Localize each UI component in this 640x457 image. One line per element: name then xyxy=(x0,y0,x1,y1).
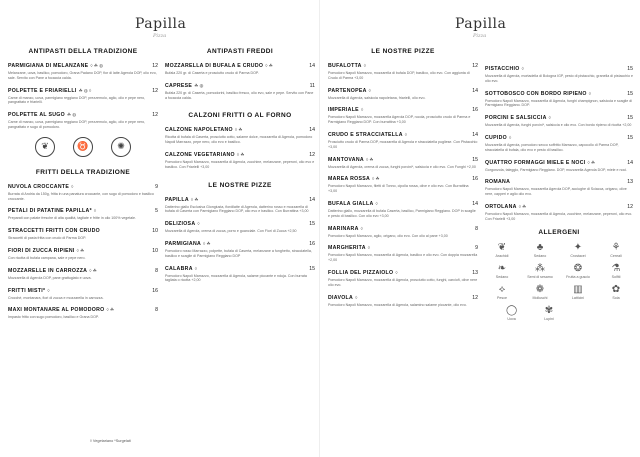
menu-item xyxy=(165,127,315,145)
allergen-icons: ◊ ☘ xyxy=(203,240,211,246)
item-name: MOZZARELLE IN CARROZZA xyxy=(8,267,88,274)
item-description: Pomodoro rosso Marrazzo, polpette, bufala di Caserta, melanzane a funghetto, stracciatella, basilico e scaglie di Parmigiano Reggiano DOP xyxy=(165,248,312,258)
item-price: 11 xyxy=(309,82,315,89)
item-price: 10 xyxy=(152,228,158,235)
item-name: BUFALOTTA xyxy=(328,63,362,69)
item-name: MARGHERITA xyxy=(328,245,366,252)
allergen-celery xyxy=(523,242,557,258)
allergen-icons: ◊ ☘ xyxy=(234,127,243,133)
allergen-icons: ◊ xyxy=(93,208,97,214)
menu-item xyxy=(165,221,315,234)
item-name: PARTENOPEA xyxy=(328,87,367,94)
item-name: CRUDO E STRACCIATELLA xyxy=(328,131,403,138)
allergen-icons: ◊ xyxy=(47,287,50,293)
brand-name: Papilla xyxy=(135,16,187,32)
item-price: 9 xyxy=(475,245,478,252)
item-price: 14 xyxy=(309,127,315,134)
allergen-icons: ☘ ◍ ◊ xyxy=(78,87,92,93)
allergen-icons: ◊ xyxy=(375,200,378,206)
menu-page-right xyxy=(320,0,640,457)
item-name: CUPIDO xyxy=(485,134,507,141)
bottle-icon: ⚗ xyxy=(611,262,621,274)
allergen-crustaceans xyxy=(561,242,595,258)
item-price: 14 xyxy=(472,200,478,207)
item-description: Pomodoro Napoli Marrazzo, mozzarella di Agerola, funghi champignon, salsiccia e scaglie di Parmigiano Reggiano. DOP. xyxy=(485,98,633,108)
item-description: Pomodoro Napoli Marrazzo, mozzarella di Agerola, salamino salame piccante, olio evo. xyxy=(328,302,467,307)
item-price: 8 xyxy=(475,225,478,232)
allergen-fish xyxy=(485,284,519,300)
menu-item xyxy=(165,63,315,76)
menu-item xyxy=(328,132,478,150)
menu-item xyxy=(165,152,315,170)
item-description: Gorgonzola, taleggio, Parmigiano Reggiano. DOP, mozzarella Agerola DOP, miele e noci. xyxy=(485,167,628,172)
item-description: Carne di manzo, uova, parmigiano reggiano DOP, prezzemolo, aglio, olio e pepe nero, pangrattato e friarielli. xyxy=(8,95,146,105)
egg-icon: ◯ xyxy=(506,304,518,316)
item-name: CALZONE NAPOLETANO xyxy=(165,127,233,134)
menu-item xyxy=(165,197,315,215)
item-name: NUVOLA CROCCANTE xyxy=(8,183,70,190)
item-description: Pomodoro Napoli Marrazzo, mozzarella di Agerola, salame piccante e nduja. Con burrata tagliata o ricotta +2,00 xyxy=(165,273,307,283)
allergen-lupins xyxy=(544,305,554,321)
item-price: 15 xyxy=(309,265,315,272)
item-description: Pomodoro Napoli Marrazzo, mozzarella di Agerola, basilico e olio evo. Con doppia mozzarella +2,00 xyxy=(328,253,478,263)
item-price: 12 xyxy=(627,203,633,210)
item-description: Con ricotta di bufala campana, sale e pepe nero. xyxy=(8,255,86,260)
item-name: MOZZARELLA DI BUFALA E CRUDO xyxy=(165,63,264,69)
leaf-icon: ❧ xyxy=(497,262,507,274)
allergen-icons: ◊ ☘ xyxy=(190,196,199,202)
menu-item xyxy=(165,241,315,259)
item-name: STRACCETTI FRITTI CON CRUDO xyxy=(8,228,100,235)
menu-item xyxy=(328,157,478,170)
menu-item xyxy=(8,63,158,81)
soy-icon: ✿ xyxy=(611,283,621,295)
menu-item xyxy=(8,307,158,320)
shrimp-icon: ✦ xyxy=(573,241,583,253)
item-description: Mozzarella di Agerola, salsiccia napoletana, friarielli, olio evo. xyxy=(328,95,426,100)
allergen-label: Solfiti xyxy=(611,274,621,279)
item-description: Impasto fritto con sugo pomodoro, basilico e Grana DOP. xyxy=(8,315,99,320)
menu-item xyxy=(485,115,633,128)
allergen-celery-2 xyxy=(485,263,519,279)
item-description: Mozzarella di Agerola DOP, pane grattugiato e uova. xyxy=(8,275,92,280)
allergen-icons: ◊ xyxy=(395,269,398,275)
brand-logo xyxy=(455,16,507,39)
item-description: Datterino giallo, mozzarella di bufala Caserta, basilico, Parmigiano Reggiano. DOP in scaglie e pesto di basilico. Con olio evo +3,00 xyxy=(328,208,476,218)
item-price: 12 xyxy=(309,151,315,158)
item-price: 8 xyxy=(155,307,158,314)
legend: ◊ Vegetariano *Surgelati xyxy=(90,439,131,443)
wheat-icon: ⚘ xyxy=(611,241,621,253)
item-description: Prosciutto crudo di Parma DOP, mozzarella di Agerola e stracciatella pugliese. Con Pistacchio +3,00 xyxy=(328,139,478,149)
menu-column-3 xyxy=(328,48,478,314)
item-price: 15 xyxy=(627,134,633,141)
item-price: 13 xyxy=(472,269,478,276)
item-price: 8 xyxy=(155,267,158,274)
item-name: PISTACCHIO xyxy=(485,66,520,72)
menu-item xyxy=(485,91,633,109)
menu-item xyxy=(328,295,478,308)
item-name: PORCINI E SALSICCIA xyxy=(485,115,547,122)
item-description: Mozzarella di Agerola, funghi porcini*, salsiccia e olio evo. Con bordo ripieno di ricotta +2,00 xyxy=(485,123,632,128)
item-price: 13 xyxy=(627,179,633,186)
allergen-label: Crostacei xyxy=(570,253,586,258)
allergen-icons: ◊ xyxy=(508,134,512,140)
allergen-icons: ☘ ◍ xyxy=(66,112,77,118)
item-description: Preparati con patate fresche di alta qualità, tagliate e fritte in olio 100% vegetale. xyxy=(8,216,137,221)
allergen-label: Latticini xyxy=(571,295,585,300)
item-name: MANTOVANA xyxy=(328,156,364,163)
item-name: FRITTI MISTI* xyxy=(8,287,46,294)
item-price: 15 xyxy=(309,221,315,228)
menu-item xyxy=(328,107,478,125)
section-title: ANTIPASTI DELLA TRADIZIONE xyxy=(28,48,138,55)
menu-item xyxy=(165,266,315,284)
menu-item xyxy=(165,83,315,101)
item-description: Mozzarella di Agerola, crema di zucca, funghi porcini*, salsiccia e olio evo. Con Funghi +2,00 xyxy=(328,164,476,169)
allergen-label: Pesce xyxy=(497,295,507,300)
allergen-eggs xyxy=(506,305,517,321)
allergen-icons: ◊ ☘ xyxy=(76,247,85,253)
item-price: 12 xyxy=(152,87,158,94)
item-price: 16 xyxy=(472,176,478,183)
item-price: 12 xyxy=(472,63,478,69)
menu-item xyxy=(328,201,478,219)
item-price: 14 xyxy=(472,87,478,94)
allergen-icons: ◊ ☘ xyxy=(236,151,245,157)
allergen-label: Soia xyxy=(612,295,620,300)
allergen-label: Cereali xyxy=(610,253,622,258)
allergen-icons: ◊ ☘ xyxy=(518,203,527,209)
item-price: 5 xyxy=(155,208,158,215)
item-price: 10 xyxy=(152,247,158,254)
item-price: 15 xyxy=(627,66,633,72)
allergen-icons: ◊ ☘ xyxy=(265,63,273,68)
allergen-sulphites xyxy=(599,263,633,279)
allergen-icons: ◊ ☘ xyxy=(106,307,114,313)
item-price: 12 xyxy=(152,112,158,119)
allergen-dairy xyxy=(561,284,595,300)
item-name: SOTTOBOSCO CON BORDO RIPIENO xyxy=(485,90,587,97)
allergen-label: Sedano xyxy=(495,274,509,279)
item-description: Pomodoro Napoli Marrazzo, mozzarella di Agerola, zucchine, melanzane, peperoni, olio evo. Con Friarielli +3,00 xyxy=(485,211,633,221)
allergen-icons: ◊ xyxy=(360,225,363,231)
item-name: PETALI DI PATATINE PAPILLA* xyxy=(8,208,92,215)
item-description: Datterino giallo Esclusiva Giongiusta, fiordilatte di Agerola, datterino rosso e mozzarella di bufala di Caserta con Parmigiano Reggiano DOP, olio evo e basilico. Con Burrattina +3,00 xyxy=(165,204,309,214)
item-name: PARMIGIANA DI MELANZANE xyxy=(8,63,89,69)
menu-item xyxy=(485,135,633,153)
menu-item xyxy=(8,228,158,241)
item-price: 9 xyxy=(155,183,158,190)
item-description: Pomodoro Napoli Marrazzo, mozzarella di bufala DOP, basilico, olio evo. Con aggiunta di Crudo di Parma +3,00 xyxy=(328,71,470,80)
ingredient-illustrations xyxy=(8,137,158,157)
menu-item xyxy=(8,184,158,202)
item-name: FOLLIA DEL PIZZAIOLO xyxy=(328,269,394,276)
allergen-icons: ◊ xyxy=(404,131,408,137)
allergen-label: Frutta a guscio xyxy=(566,274,590,279)
eggplant-icon: ❦ xyxy=(35,137,55,157)
item-price: 14 xyxy=(627,159,633,166)
menu-item xyxy=(8,208,158,221)
allergen-icons: ◊ ☘ xyxy=(89,267,97,273)
item-price: 14 xyxy=(472,131,478,138)
menu-column-4 xyxy=(485,66,633,321)
allergen-soy xyxy=(599,284,633,300)
item-name: PARMIGIANA xyxy=(165,240,202,247)
allergen-label: Lupini xyxy=(544,316,554,321)
brand-tagline: Pizza xyxy=(153,33,167,39)
allergen-icons: ◊ ☘ xyxy=(587,159,596,165)
allergen-legend xyxy=(485,242,633,300)
allergen-icons: ◊ xyxy=(355,294,358,300)
item-description: Pomodoro Napoli Marrazzo, filetti di Tonno, cipolla rossa, olive e olio evo. Con Burrattina +3,00 xyxy=(328,184,469,194)
item-name: DELIZIOSA xyxy=(165,221,196,228)
item-name: POLPETTE AL SUGO xyxy=(8,112,65,119)
item-name: MARINARA xyxy=(328,225,359,232)
celery-icon: ♣ xyxy=(536,241,544,253)
menu-item xyxy=(328,63,478,81)
allergen-icons: ◊ xyxy=(197,221,200,227)
allergen-label: Uova xyxy=(507,316,516,321)
item-description: Pomodoro Napoli Marrazzo, mozzarella Agerola DOP, acciughe di Sciacca, origano, olive nere, capperi e aglio olio evo. xyxy=(485,187,627,197)
cow-icon: ♉ xyxy=(73,137,93,157)
allergen-icons: ◊ xyxy=(363,63,366,68)
menu-item xyxy=(485,204,633,222)
item-description: Straccetti di pasta fritta con crudo di Parma DOP. xyxy=(8,236,87,241)
item-name: POLPETTE E FRIARIELLI xyxy=(8,87,77,94)
item-description: Pomodoro Napoli Marrazzo, mozzarella di Agerola, zucchine, melanzane, peperoni, olio evo e basilico. Con Friarielli +3,00 xyxy=(165,159,315,169)
item-description: Carne di manzo, uova, parmigiano reggiano DOP, prezzemolo, aglio, olio e pepe nero, pangrattato e sugo di pomodoro. xyxy=(8,120,146,129)
nut-icon: ❂ xyxy=(573,262,583,274)
section-title: LE NOSTRE PIZZE xyxy=(371,48,435,55)
item-name: CAPRESE xyxy=(165,82,193,89)
allergen-sesame xyxy=(523,263,557,279)
item-price: 15 xyxy=(472,156,478,163)
menu-item xyxy=(328,226,478,239)
menu-item xyxy=(8,288,158,301)
allergen-nuts xyxy=(561,263,595,279)
item-description: Mozzarella di Agerola, crema di zucca, porro e guanciale. Con Fiori di Zucca +2,50 xyxy=(165,229,297,234)
item-name: CALABRA xyxy=(165,265,193,272)
item-price: 15 xyxy=(627,90,633,97)
allergen-label: Sedano xyxy=(533,253,547,258)
item-price: 12 xyxy=(152,63,158,69)
allergen-icons: ◊ xyxy=(194,265,197,271)
shell-icon: ❁ xyxy=(535,283,545,295)
item-price: 14 xyxy=(309,196,315,203)
item-name: MAXI MONTANARE AL POMODORO xyxy=(8,307,105,314)
item-name: CALZONE VEGETARIANO xyxy=(165,151,235,158)
allergen-icons: ☘ ◍ xyxy=(194,82,204,88)
item-description: Pomodoro Napoli Marrazzo, mozzarella di Agerola, prosciutto cotto, funghi, carciofi, olive nere olio evo. xyxy=(328,277,478,287)
milk-icon: ▥ xyxy=(573,283,583,295)
item-price: 15 xyxy=(627,115,633,122)
item-name: BUFALA GIALLA xyxy=(328,200,374,207)
menu-item xyxy=(328,88,478,101)
allergens-title: ALLERGENI xyxy=(538,228,580,236)
allergen-label: Arachidi xyxy=(495,253,509,258)
item-price: 12 xyxy=(472,294,478,301)
menu-item xyxy=(485,66,633,84)
allergen-icons: ◊ xyxy=(548,115,551,121)
item-description: Burrata di Andria da 150g, fritta in una panatura croccante, con sugo di pomodoro e basilico croccante. xyxy=(8,191,154,201)
item-description: Mozzarella di Agerola, pomodoro secco soffritto Marrazzo, capocollo di Parma DOP, stracciatella di bufala, olio evo e pesto di basilico. xyxy=(485,142,619,152)
item-description: Melanzane, uova, basilico, pomodoro, Grana Padano DOP, fior di latte Agerola DOP, olio evo, sale. Servito con Pane a focaccia calda. xyxy=(8,71,157,80)
menu-item xyxy=(328,176,478,194)
menu-item xyxy=(8,268,158,281)
item-description: Crocchè, montanara, fiori di zucca e mozzarella in carrozza. xyxy=(8,295,104,300)
menu-item xyxy=(328,245,478,263)
brand-logo xyxy=(135,16,187,39)
item-description: Bufala 220 gr. di Caserta e prosciutto crudo di Parma DOP. xyxy=(165,71,259,75)
allergen-icons: ◊ ☘ ◍ xyxy=(90,63,104,68)
allergen-icons: ◊ xyxy=(368,87,371,93)
allergen-cereals xyxy=(599,242,633,258)
item-price: 16 xyxy=(309,240,315,247)
section-title: FRITTI DELLA TRADIZIONE xyxy=(35,168,131,176)
menu-column-1 xyxy=(8,48,158,327)
item-name: MAREA ROSSA xyxy=(328,176,371,183)
item-name: ROMANA xyxy=(485,179,511,186)
section-title: LE NOSTRE PIZZE xyxy=(208,181,272,189)
allergen-icons: ◊ xyxy=(521,66,524,71)
allergen-label: Semi di sesamo xyxy=(527,274,553,279)
item-name: ORTOLANA xyxy=(485,203,517,210)
item-description: Pomodoro Napoli Marrazzo, aglio, origano, olio evo. Con olio al pane +3,00 xyxy=(328,233,448,238)
allergen-label: Molluschi xyxy=(532,295,548,300)
allergen-peanuts xyxy=(485,242,519,258)
item-description: Mozzarella di Agerola, mortadella di Bologna IGP, pesto di pistacchio, granella di pistacchio e olio evo. xyxy=(485,74,633,83)
item-price: 16 xyxy=(152,287,158,294)
fish-icon: ⟡ xyxy=(498,283,506,295)
lupin-icon: ✾ xyxy=(544,304,554,316)
menu-item xyxy=(8,112,158,130)
allergen-icons: ◊ xyxy=(360,107,364,113)
allergen-icons: ◊ xyxy=(367,245,371,251)
item-name: DIAVOLA xyxy=(328,294,354,301)
brand-name: Papilla xyxy=(455,16,507,32)
item-description: Pomodoro Napoli Marrazzo, mozzarella Agerola DOP, rucola, prosciutto crudo di Parma e Parmigiano Reggiano DOP. Con burrattina +3,00 xyxy=(328,115,471,125)
brand-tagline: Pizza xyxy=(473,33,487,39)
item-name: FIORI DI ZUCCA RIPIENI xyxy=(8,247,75,254)
section-title: ANTIPASTI FREDDI xyxy=(206,48,274,55)
item-price: 14 xyxy=(309,63,315,69)
allergen-icons: ◊ xyxy=(71,183,74,189)
tomato-icon: ✺ xyxy=(111,137,131,157)
menu-item xyxy=(8,88,158,106)
peanut-icon: ❦ xyxy=(497,241,507,253)
item-description: Ricotta di bufala di Caserta, prosciutto cotto, salame dolce, mozzarella di Agerola, pomodoro Napoli Marrazzo, pepe nero, olio evo e basilico. xyxy=(165,135,313,145)
sesame-icon: ⁂ xyxy=(535,262,545,274)
menu-item xyxy=(485,179,633,197)
allergen-icons: ◊ ☘ xyxy=(365,156,374,162)
section-title: CALZONI FRITTI O AL FORNO xyxy=(188,112,292,120)
menu-item xyxy=(485,160,633,173)
menu-item xyxy=(8,248,158,261)
menu-item xyxy=(328,270,478,288)
allergen-legend-row xyxy=(485,305,633,321)
item-price: 16 xyxy=(472,107,478,114)
allergen-molluscs xyxy=(523,284,557,300)
item-description: Bufala 220 gr. di Caserta, pomodorini, basilico fresco, olio evo, sale e pepe. Servito con Pane a focaccia calda. xyxy=(165,90,314,100)
allergen-icons: ◊ ☘ xyxy=(372,176,380,182)
item-name: PAPILLA xyxy=(165,196,189,203)
menu-column-2 xyxy=(165,48,315,290)
allergen-icons: ◊ xyxy=(588,90,591,96)
item-name: IMPERIALE xyxy=(328,107,359,114)
item-name: QUATTRO FORMAGGI MIELE E NOCI xyxy=(485,159,586,166)
